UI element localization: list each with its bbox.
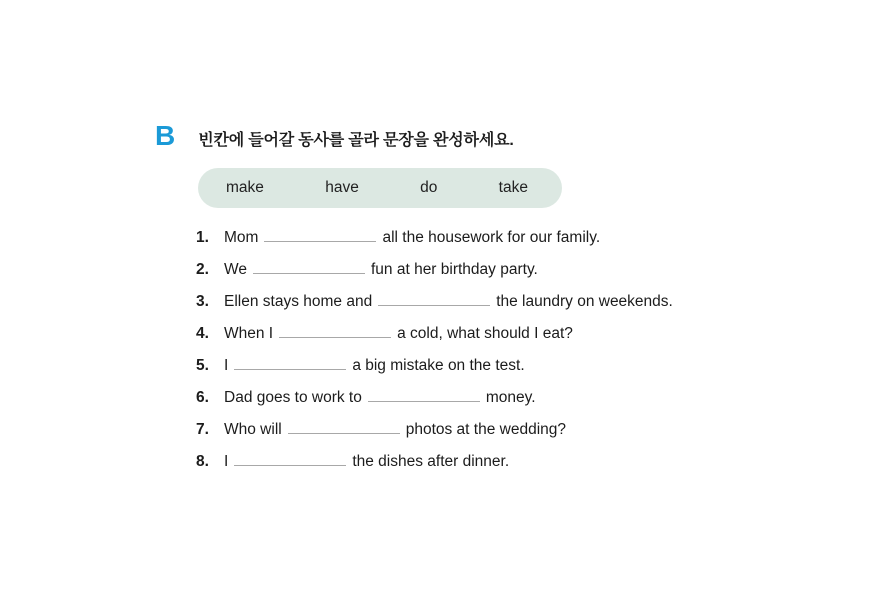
word-bank-item: take bbox=[498, 179, 528, 196]
question-pre-text: I bbox=[224, 453, 229, 470]
answer-blank bbox=[288, 429, 400, 434]
question-post-text: the laundry on weekends. bbox=[496, 293, 673, 310]
section-header bbox=[155, 122, 514, 150]
question-post-text: money. bbox=[485, 389, 536, 406]
question-pre-text: Dad goes to work to bbox=[224, 389, 362, 406]
question-number: 3. bbox=[196, 293, 209, 310]
question-number: 5. bbox=[196, 357, 209, 374]
question-pre-text: I bbox=[224, 357, 229, 374]
word-bank-item: do bbox=[420, 179, 438, 196]
section-label: B bbox=[155, 120, 176, 151]
question-post-text: a big mistake on the test. bbox=[352, 357, 525, 374]
question-post-text: all the housework for our family. bbox=[382, 229, 601, 246]
answer-blank bbox=[253, 269, 365, 274]
word-bank-item: make bbox=[226, 179, 264, 196]
question-pre-text: Mom bbox=[224, 229, 259, 246]
question-pre-text: We bbox=[224, 261, 247, 278]
answer-blank bbox=[234, 365, 346, 370]
question-pre-text: Who will bbox=[224, 421, 282, 438]
answer-blank bbox=[279, 333, 391, 338]
question-number: 1. bbox=[196, 229, 209, 246]
question-row bbox=[196, 318, 673, 350]
question-number: 7. bbox=[196, 421, 209, 438]
answer-blank bbox=[264, 237, 376, 242]
question-post-text: fun at her birthday party. bbox=[370, 261, 538, 278]
question-row bbox=[196, 446, 673, 478]
question-number: 8. bbox=[196, 453, 209, 470]
question-row bbox=[196, 222, 673, 254]
answer-blank bbox=[234, 461, 346, 466]
question-row bbox=[196, 254, 673, 286]
question-row bbox=[196, 350, 673, 382]
word-bank bbox=[198, 168, 562, 208]
question-pre-text: Ellen stays home and bbox=[224, 293, 373, 310]
question-number: 6. bbox=[196, 389, 209, 406]
question-row bbox=[196, 414, 673, 446]
question-post-text: the dishes after dinner. bbox=[352, 453, 510, 470]
question-list bbox=[196, 222, 673, 478]
question-row bbox=[196, 286, 673, 318]
instruction-text: 빈칸에 들어갈 동사를 골라 문장을 완성하세요. bbox=[198, 132, 514, 149]
answer-blank bbox=[378, 301, 490, 306]
question-number: 4. bbox=[196, 325, 209, 342]
question-number: 2. bbox=[196, 261, 209, 278]
question-post-text: a cold, what should I eat? bbox=[397, 325, 573, 342]
word-bank-item: have bbox=[325, 179, 359, 196]
question-pre-text: When I bbox=[224, 325, 274, 342]
question-post-text: photos at the wedding? bbox=[405, 421, 566, 438]
answer-blank bbox=[368, 397, 480, 402]
question-row bbox=[196, 382, 673, 414]
